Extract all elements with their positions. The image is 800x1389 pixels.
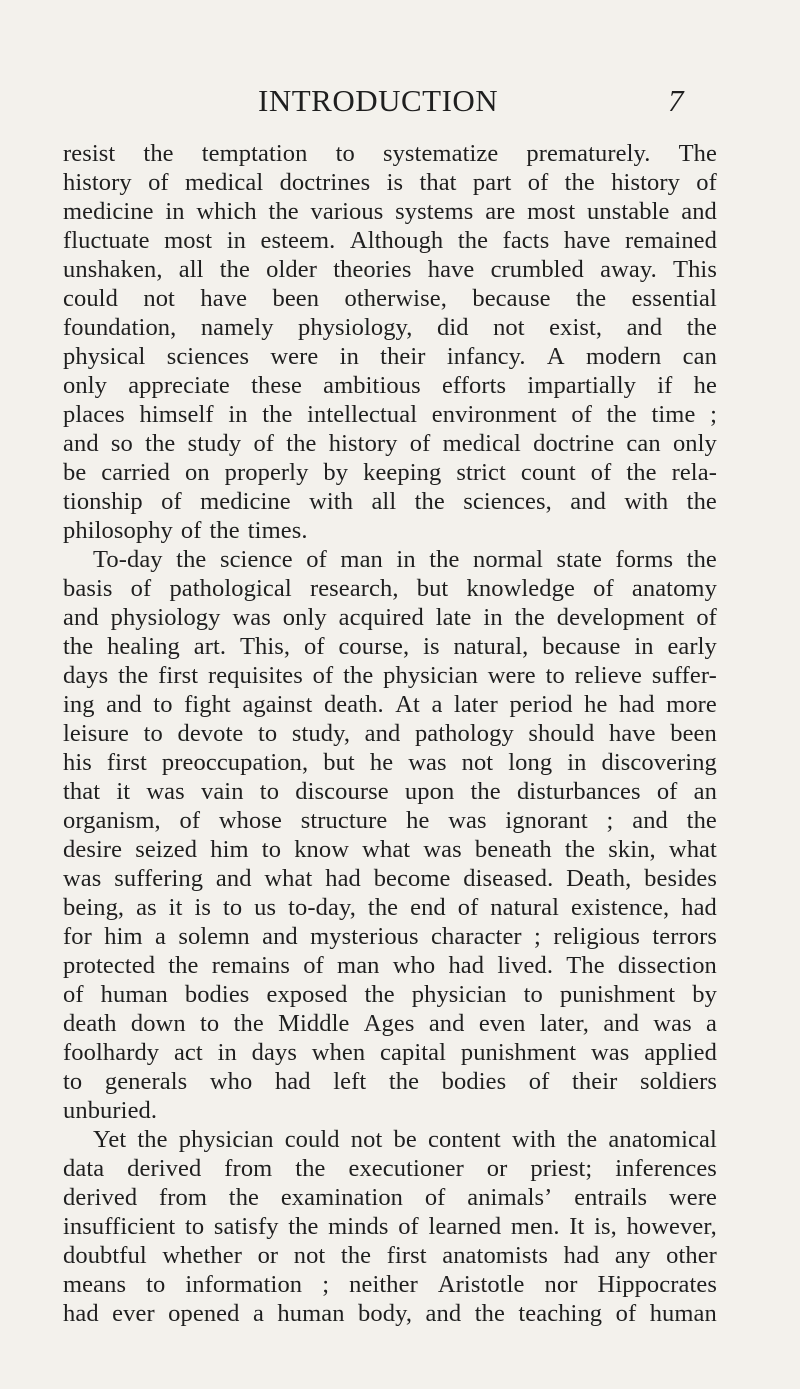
chapter-title: INTRODUCTION — [258, 83, 499, 118]
text-line: desire seized him to know what was beneath the skin, what — [63, 836, 717, 863]
text-line: insufficient to satisfy the minds of learned men. It is, however, — [63, 1213, 717, 1240]
text-line: be carried on properly by keeping strict count of the rela- — [63, 459, 717, 486]
text-line: that it was vain to discourse upon the disturbances of an — [63, 778, 717, 805]
text-line: places himself in the intellectual environment of the time ; — [63, 401, 717, 428]
text-line: of human bodies exposed the physician to punishment by — [63, 981, 717, 1008]
text-line: only appreciate these ambitious efforts impartially if he — [63, 372, 717, 399]
text-line: physical sciences were in their infancy. A modern can — [63, 343, 717, 370]
text-line: To-day the science of man in the normal state forms the — [93, 546, 717, 573]
text-line: foolhardy act in days when capital punishment was applied — [63, 1039, 717, 1066]
text-line: foundation, namely physiology, did not exist, and the — [63, 314, 717, 341]
text-line: leisure to devote to study, and pathology should have been — [63, 720, 717, 747]
text-line: could not have been otherwise, because the essential — [63, 285, 717, 312]
text-line: tionship of medicine with all the sciences, and with the — [63, 488, 717, 515]
page-number: 7 — [668, 83, 684, 118]
text-line: medicine in which the various systems are most unstable and — [63, 198, 717, 225]
text-line: organism, of whose structure he was ignorant ; and the — [63, 807, 717, 834]
body-text — [63, 139, 717, 1328]
text-line: basis of pathological research, but knowledge of anatomy — [63, 575, 717, 602]
text-line: protected the remains of man who had lived. The dissection — [63, 952, 717, 979]
text-line: for him a solemn and mysterious character ; religious terrors — [63, 923, 717, 950]
text-line: and physiology was only acquired late in the development of — [63, 604, 717, 631]
text-line: being, as it is to us to-day, the end of natural existence, had — [63, 894, 717, 921]
text-line: derived from the examination of animals’ entrails were — [63, 1184, 717, 1211]
text-line: the healing art. This, of course, is natural, because in early — [63, 633, 717, 660]
text-line: means to information ; neither Aristotle nor Hippocrates — [63, 1271, 717, 1298]
text-line: resist the temptation to systematize prematurely. The — [63, 140, 717, 167]
text-line: ing and to fight against death. At a later period he had more — [63, 691, 717, 718]
text-line: unshaken, all the older theories have crumbled away. This — [63, 256, 717, 283]
text-line: had ever opened a human body, and the teaching of human — [63, 1300, 717, 1327]
text-line: was suffering and what had become diseased. Death, besides — [63, 865, 717, 892]
text-line: to generals who had left the bodies of their soldiers — [63, 1068, 717, 1095]
text-line: Yet the physician could not be content with the anatomical — [93, 1126, 717, 1153]
text-line: days the first requisites of the physician were to relieve suffer- — [63, 662, 717, 689]
running-header — [0, 83, 800, 119]
text-line: death down to the Middle Ages and even later, and was a — [63, 1010, 717, 1037]
text-line: doubtful whether or not the first anatomists had any other — [63, 1242, 717, 1269]
text-line: and so the study of the history of medical doctrine can only — [63, 430, 717, 457]
text-line: fluctuate most in esteem. Although the facts have remained — [63, 227, 717, 254]
text-line: history of medical doctrines is that part of the history of — [63, 169, 717, 196]
text-line: philosophy of the times. — [63, 517, 308, 544]
text-line: data derived from the executioner or priest; inferences — [63, 1155, 717, 1182]
text-line: his first preoccupation, but he was not long in discovering — [63, 749, 717, 776]
text-line: unburied. — [63, 1097, 158, 1124]
